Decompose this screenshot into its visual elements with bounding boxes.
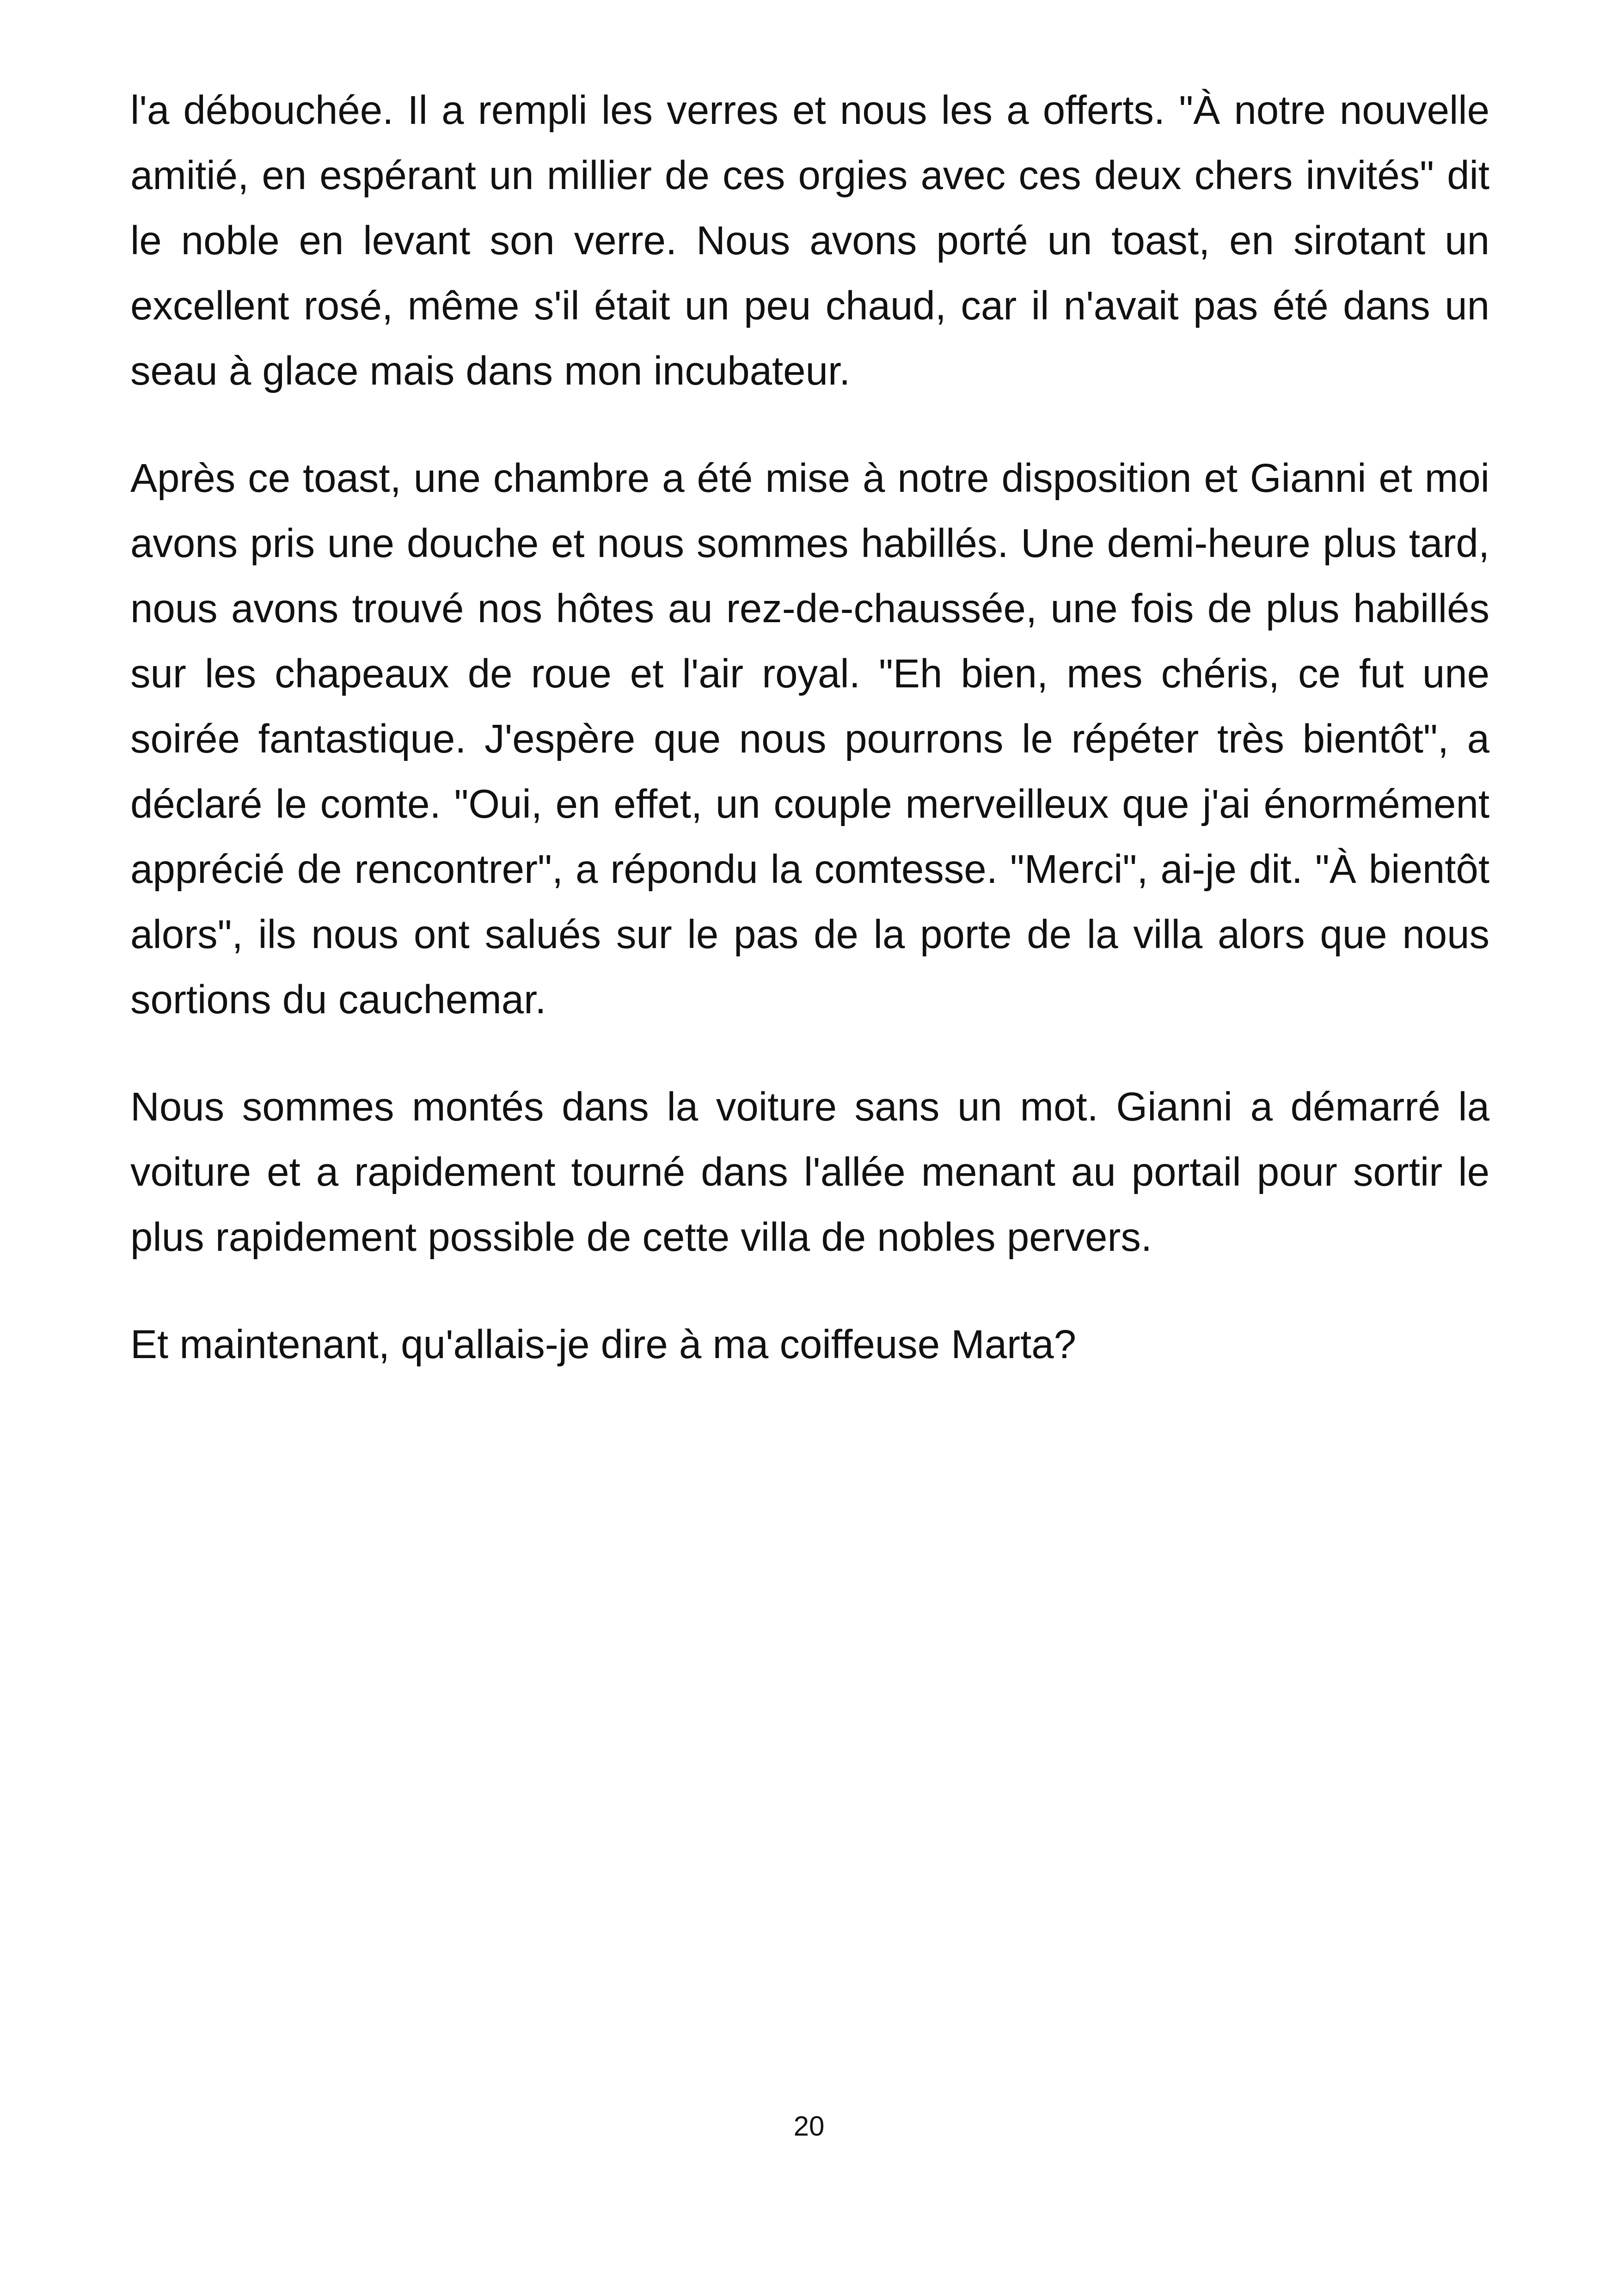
paragraph-1: l'a débouchée. Il a rempli les verres et nous les a offerts. "À notre nouvelle amitié, en espérant un millier de ces orgies avec ces deux chers invités" dit le noble en levant son verre. Nous avons porté un toast, en sirotant un excellent rosé, même s'il était un peu chaud, car il n'avait pas été dans un seau à glace mais dans mon incubateur. (130, 88, 1489, 393)
paragraph-4: Et maintenant, qu'allais-je dire à ma coiffeuse Marta? (130, 1322, 1077, 1367)
paragraph-3: Nous sommes montés dans la voiture sans un mot. Gianni a démarré la voiture et a rapidement tourné dans l'allée menant au portail pour sortir le plus rapidement possible de cette villa de nobles pervers. (130, 1084, 1489, 1260)
paragraph-2: Après ce toast, une chambre a été mise à notre disposition et Gianni et moi avons pris une douche et nous sommes habillés. Une demi-heure plus tard, nous avons trouvé nos hôtes au rez-de-chaussée, une fois de plus habillés sur les chapeaux de roue et l'air royal. "Eh bien, mes chéris, ce fut une soirée fantastique. J'espère que nous pourrons le répéter très bientôt", a déclaré le comte. "Oui, en effet, un couple merveilleux que j'ai énormément apprécié de rencontrer", a répondu la comtesse. "Merci", ai-je dit. "À bientôt alors", ils nous ont salués sur le pas de la porte de la villa alors que nous sortions du cauchemar. (130, 456, 1489, 1022)
page-number: 20 (793, 2111, 825, 2142)
body-text (130, 78, 1489, 1377)
